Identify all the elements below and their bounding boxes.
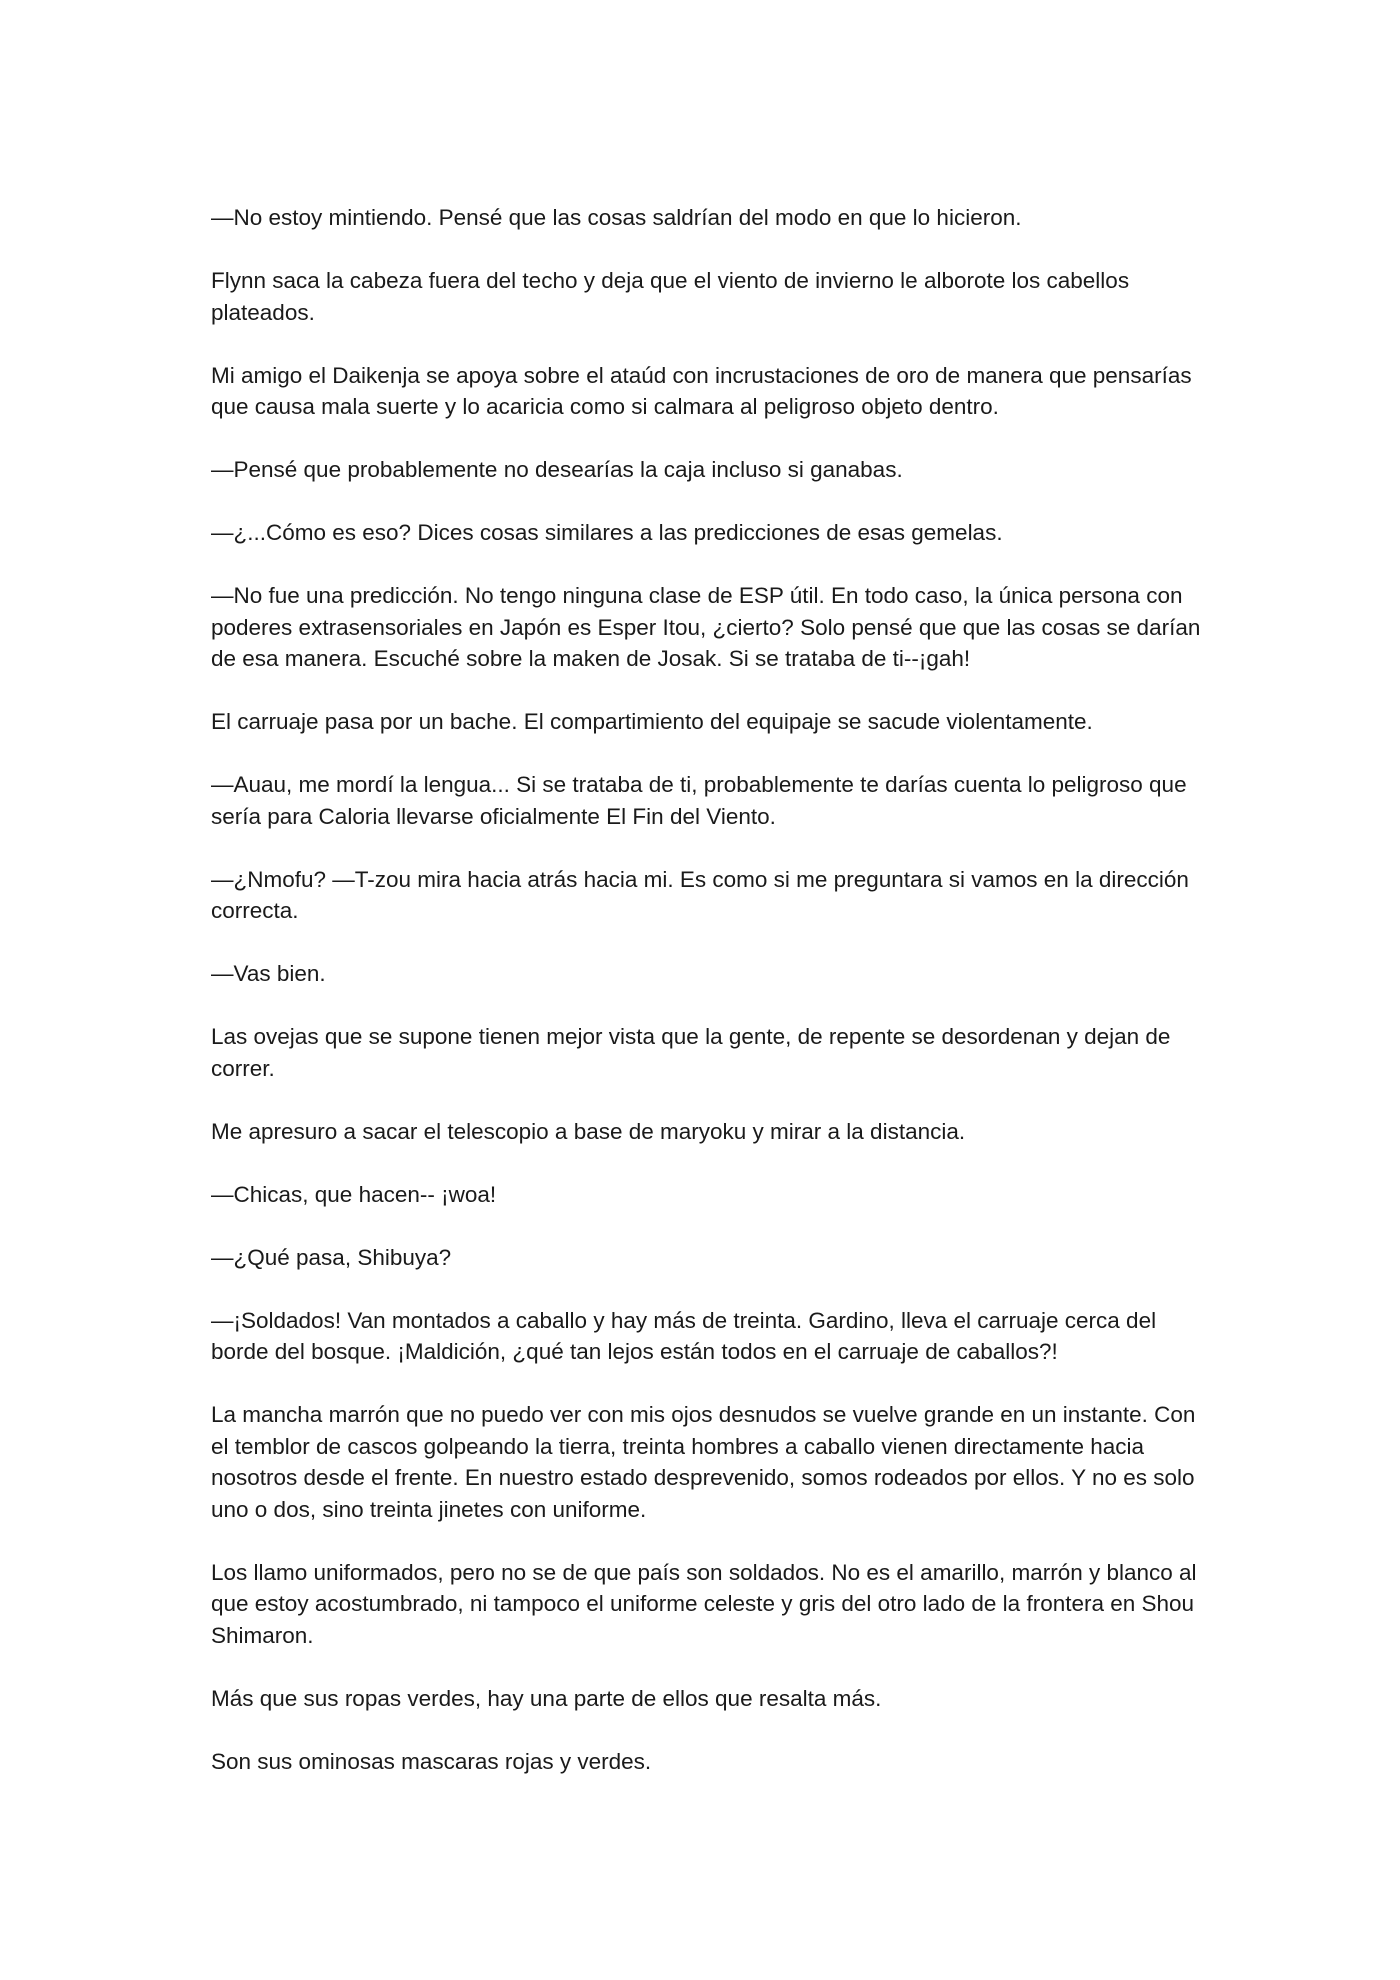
paragraph-9: —¿Nmofu? —T-zou mira hacia atrás hacia mi. Es como si me preguntara si vamos en la dirección correcta. — [211, 866, 1189, 923]
paragraph-7: El carruaje pasa por un bache. El compartimiento del equipaje se sacude violentamente. — [211, 709, 1093, 734]
paragraph-2: Flynn saca la cabeza fuera del techo y deja que el viento de invierno le alborote los cabellos plateados. — [211, 268, 1130, 325]
paragraph-15: —¡Soldados! Van montados a caballo y hay más de treinta. Gardino, lleva el carruaje cerca del borde del bosque. ¡Maldición, ¿qué tan lejos están todos en el carruaje de caballos?! — [211, 1307, 1157, 1364]
paragraph-18: Más que sus ropas verdes, hay una parte de ellos que resalta más. — [211, 1685, 882, 1711]
paragraph-10: —Vas bien. — [211, 961, 326, 986]
paragraph-17: Los llamo uniformados, pero no se de que país son soldados. No es el amarillo, marrón y blanco al que estoy acostumbrado, ni tampoco el uniforme celeste y gris del otro lado de la frontera en Shou Shimaron. — [211, 1559, 1197, 1648]
paragraph-13: —Chicas, que hacen-- ¡woa! — [211, 1181, 497, 1207]
paragraph-6: —No fue una predicción. No tengo ninguna clase de ESP útil. En todo caso, la única persona con poderes extrasensoriales en Japón es Esper Itou, ¿cierto? Solo pensé que que las cosas se darían de esa manera. Escuché sobre la maken de Josak. Si se trataba de ti--¡gah! — [211, 583, 1201, 671]
paragraph-12: Me apresuro a sacar el telescopio a base de maryoku y mirar a la distancia. — [211, 1118, 966, 1144]
paragraph-16: La mancha marrón que no puedo ver con mis ojos desnudos se vuelve grande en un instante. Con el temblor de cascos golpeando la tierra, treinta hombres a caballo vienen directamente hacia nosotros desde el frente. En nuestro estado desprevenido, somos rodeados por ellos. Y no es solo uno o dos, sino treinta jinetes con uniforme. — [211, 1402, 1196, 1522]
paragraph-1: —No estoy mintiendo. Pensé que las cosas saldrían del modo en que lo hicieron. — [211, 205, 1022, 230]
paragraph-19: Son sus ominosas mascaras rojas y verdes. — [211, 1748, 652, 1774]
paragraph-8: —Auau, me mordí la lengua... Si se trataba de ti, probablemente te darías cuenta lo peligroso que sería para Caloria llevarse oficialmente El Fin del Viento. — [211, 772, 1187, 829]
paragraph-4: —Pensé que probablemente no desearías la caja incluso si ganabas. — [211, 457, 903, 482]
paragraph-11: Las ovejas que se supone tienen mejor vista que la gente, de repente se desordenan y dejan de correr. — [211, 1024, 1171, 1081]
paragraph-5: —¿...Cómo es eso? Dices cosas similares a las predicciones de esas gemelas. — [211, 520, 1003, 545]
paragraph-14: —¿Qué pasa, Shibuya? — [211, 1244, 452, 1270]
paragraph-3: Mi amigo el Daikenja se apoya sobre el ataúd con incrustaciones de oro de manera que pensarías que causa mala suerte y lo acaricia como si calmara al peligroso objeto dentro. — [211, 362, 1192, 419]
document-body — [211, 202, 1201, 1809]
